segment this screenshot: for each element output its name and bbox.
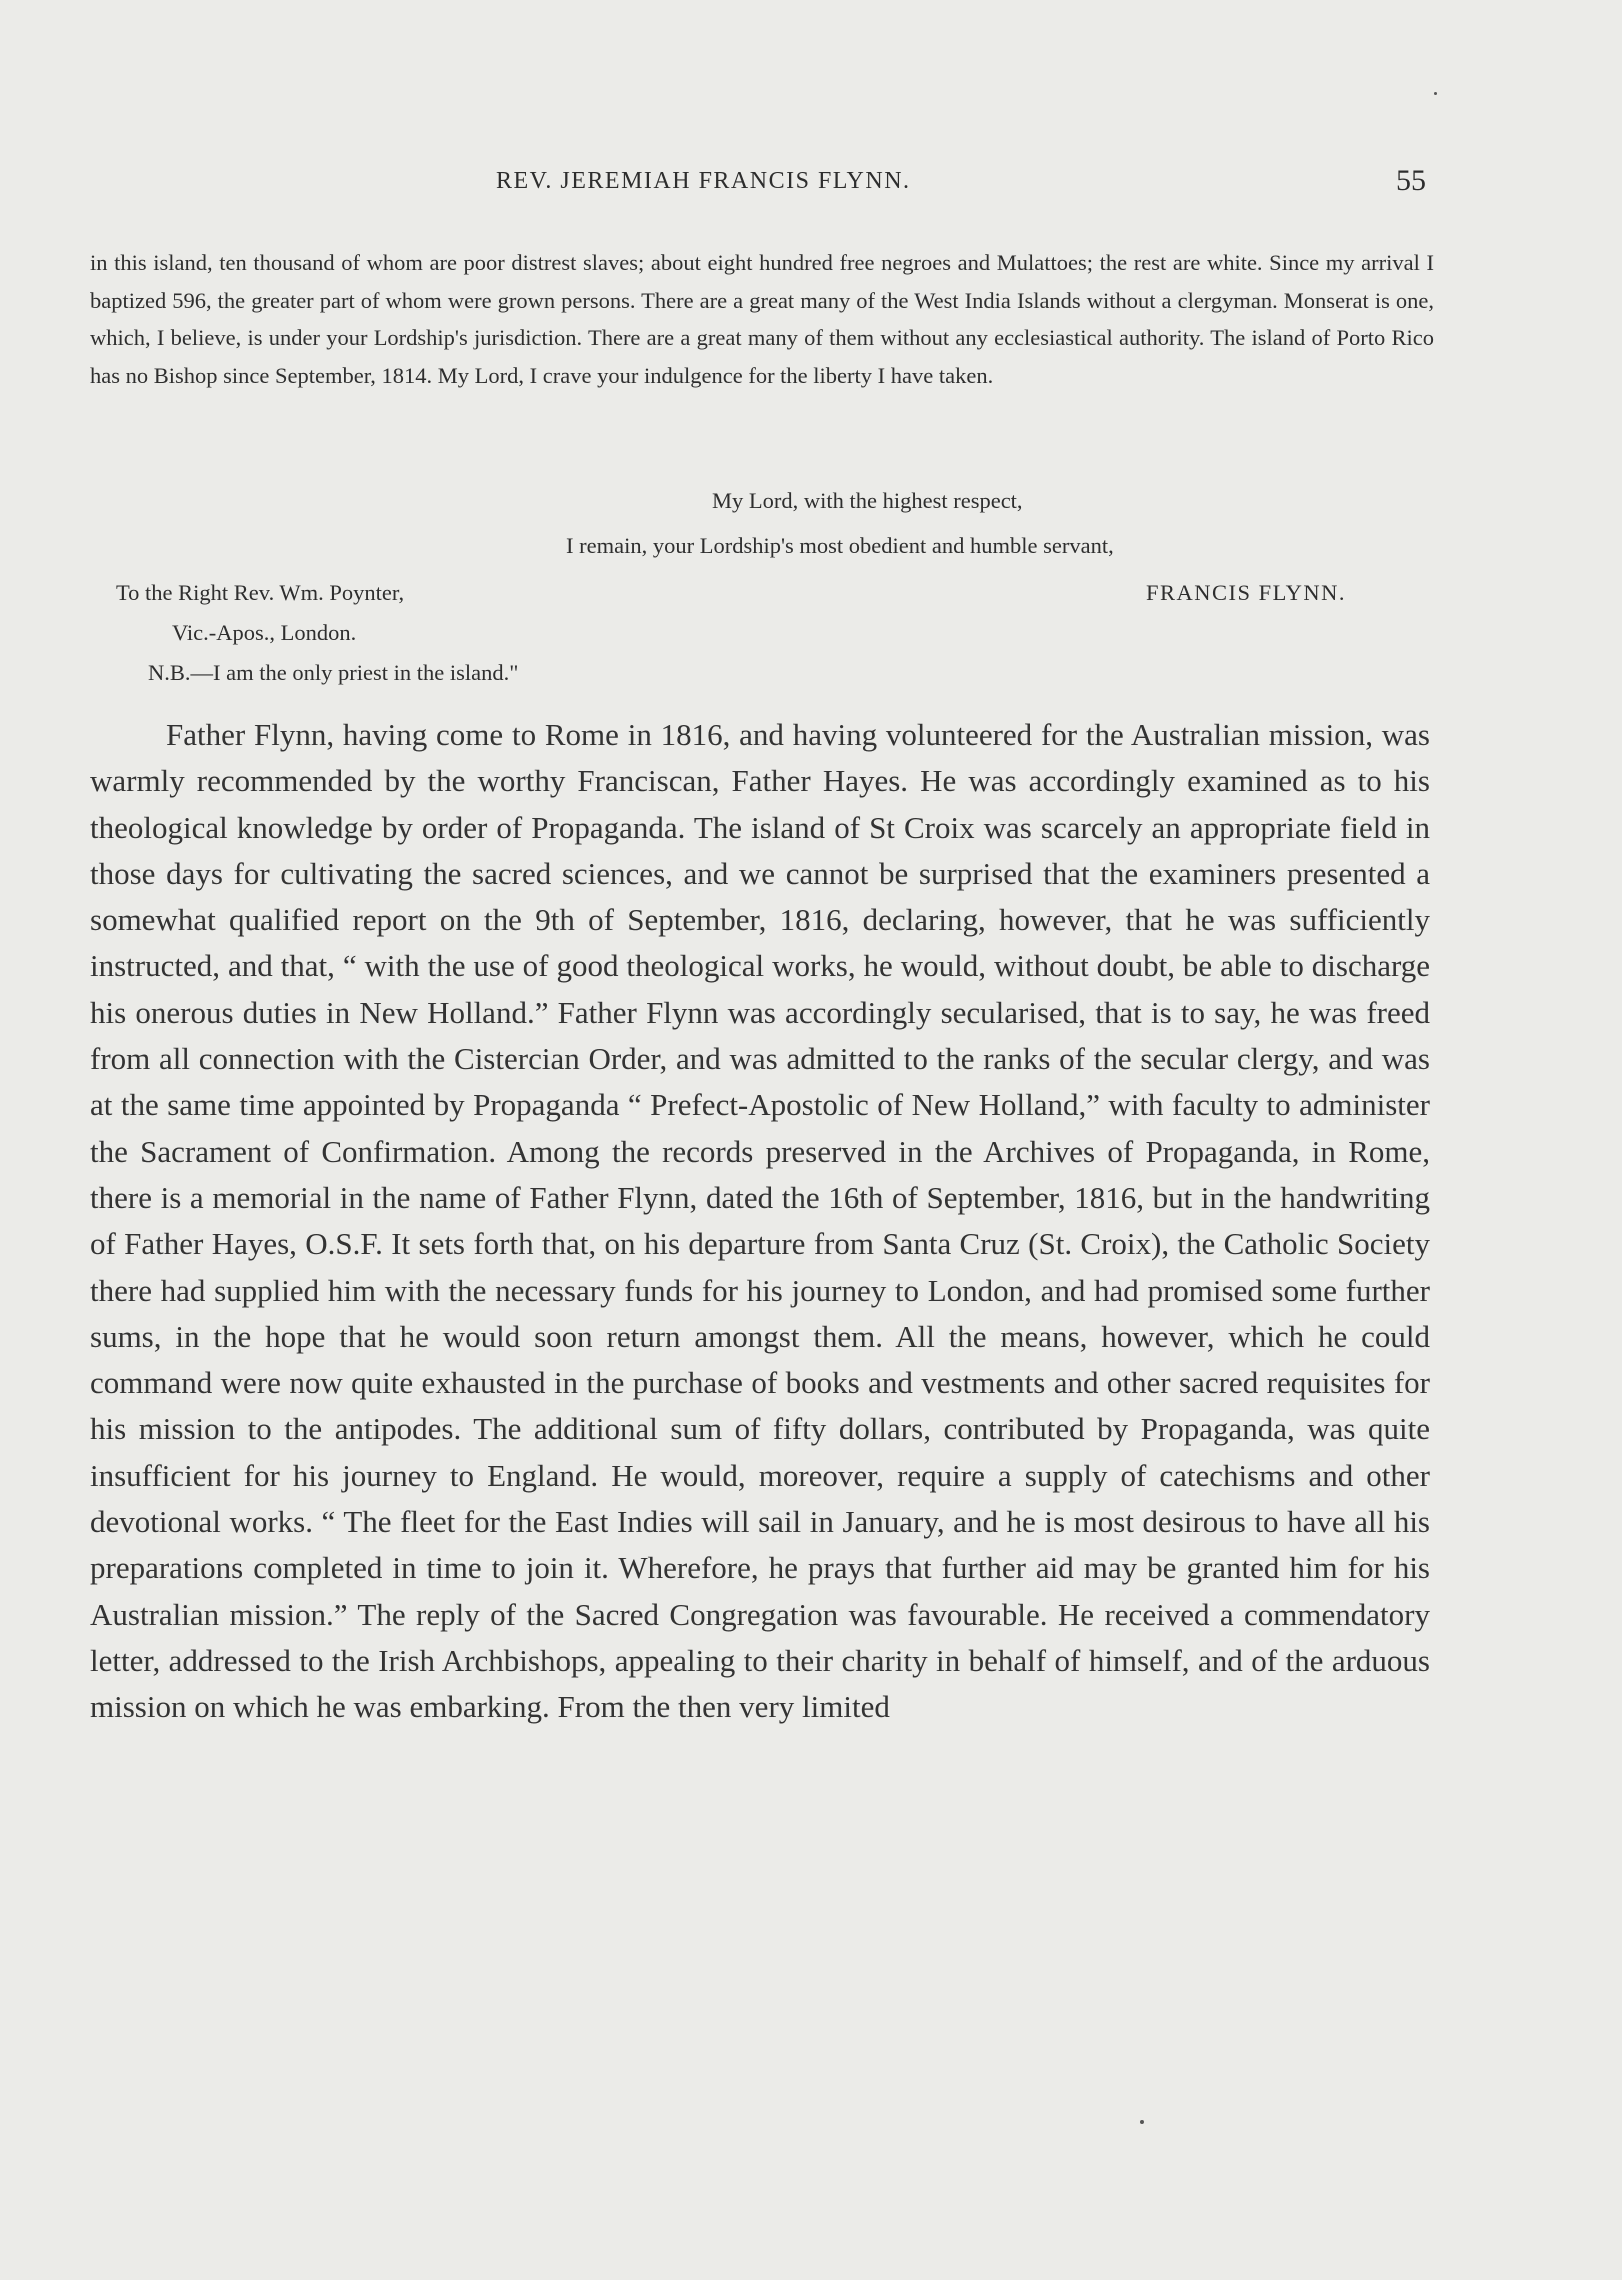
letter-signature: FRANCIS FLYNN. xyxy=(1146,580,1347,605)
running-title: REV. JEREMIAH FRANCIS FLYNN. xyxy=(496,168,911,194)
letter-addressee-line2: Vic.-Apos., London. xyxy=(172,620,357,645)
letter-postscript: N.B.—I am the only priest in the island." xyxy=(148,660,519,685)
paper-speck xyxy=(1140,2120,1144,2124)
body-paragraph: Father Flynn, having come to Rome in 1816, and having volunteered for the Australian mission, was warmly recommended by the worthy Franciscan, Father Hayes. He was accordingly examined as to his theological knowledge by order of Propaganda. The island of St Croix was scarcely an appropriate field in those days for cultivating the sacred sciences, and we cannot be surprised that the examiners presented a somewhat qualified report on the 9th of September, 1816, declaring, however, that he was sufficiently instructed, and that, “ with the use of good theological works, he would, without doubt, be able to discharge his onerous duties in New Holland.” Father Flynn was accordingly secularised, that is to say, he was freed from all connection with the Cistercian Order, and was admitted to the ranks of the secular clergy, and was at the same time appointed by Propaganda “ Prefect-Apostolic of New Holland,” with faculty to administer the Sacrament of Confirmation. Among the records preserved in the Archives of Propaganda, in Rome, there is a memorial in the name of Father Flynn, dated the 16th of September, 1816, but in the handwriting of Father Hayes, O.S.F. It sets forth that, on his departure from Santa Cruz (St. Croix), the Catholic Society there had supplied him with the necessary funds for his journey to London, and had promised some further sums, in the hope that he would soon return amongst them. All the means, however, which he could command were now quite exhausted in the purchase of books and vestments and other sacred requisites for his mission to the antipodes. The additional sum of fifty dollars, contributed by Propaganda, was quite insufficient for his journey to England. He would, moreover, require a supply of catechisms and other devotional works. “ The fleet for the East Indies will sail in January, and he is most desirous to have all his preparations completed in time to join it. Wherefore, he prays that further aid may be granted him for his Australian mission.” The reply of the Sacred Congregation was favourable. He received a commendatory letter, addressed to the Irish Archbishops, appealing to their charity in behalf of himself, and of the arduous mission on which he was embarking. From the then very limited xyxy=(90,717,1430,1725)
letter-closing: I remain, your Lordship's most obedient and humble servant, xyxy=(566,533,1114,558)
letter-addressee-line1: To the Right Rev. Wm. Poynter, xyxy=(116,580,405,605)
running-header xyxy=(0,164,1622,208)
letter-salutation: My Lord, with the highest respect, xyxy=(712,488,1023,513)
paper-speck xyxy=(1434,92,1437,95)
letter-paragraph: in this island, ten thousand of whom are poor distrest slaves; about eight hundred free negroes and Mulattoes; the rest are white. Since my arrival I baptized 596, the greater part of whom were grown persons. There are a great many of the West India Islands without a clergyman. Monserat is one, which, I believe, is under your Lordship's jurisdiction. There are a great many of them without any ecclesiastical authority. The island of Porto Rico has no Bishop since September, 1814. My Lord, I crave your indulgence for the liberty I have taken. xyxy=(90,250,1434,388)
quoted-letter xyxy=(90,244,1434,394)
page-number: 55 xyxy=(1396,164,1426,197)
main-text xyxy=(90,712,1430,1731)
